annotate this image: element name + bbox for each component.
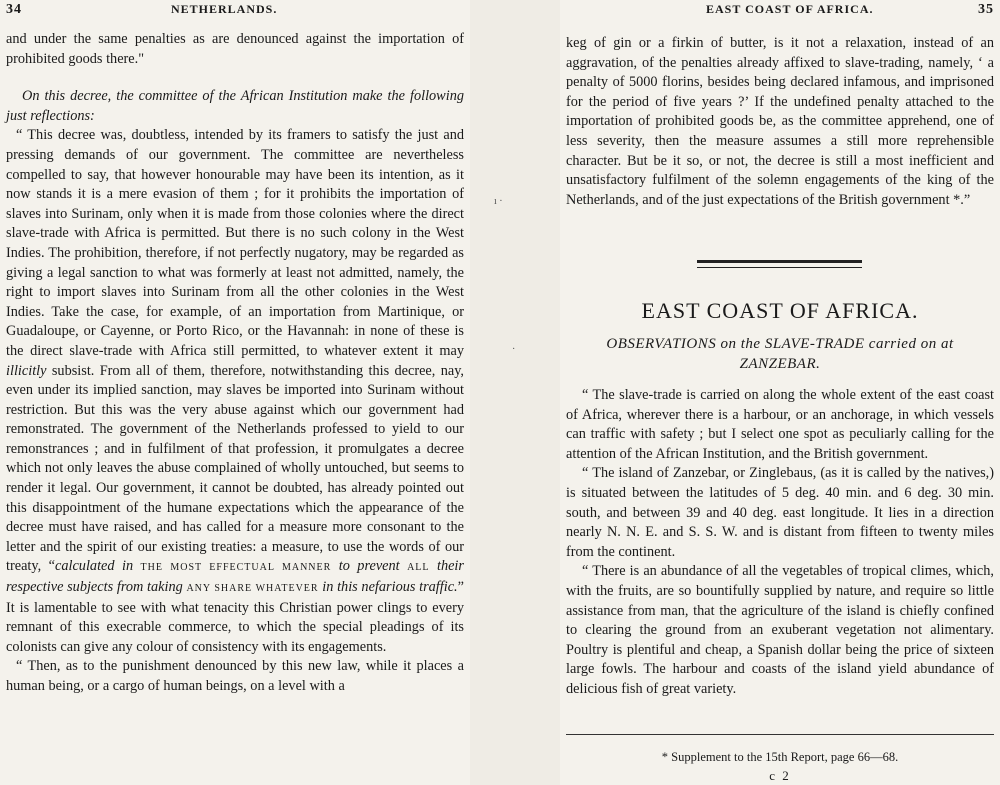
section-divider — [697, 260, 862, 268]
left-page-number: 34 — [6, 2, 22, 17]
left-paragraph-2: On this decree, the committee of the African Institution make the following just reflections: — [6, 88, 464, 124]
left-quotation: “ This decree was, doubtless, intended by its framers to satisfy the just and pressing demands of our government. The committee are nevertheless compelled to say, that however honourable may have been its intention, as it now stands it is a mere evasion of them ; for it prohibits the importation of slaves into Surinam, only when it is made from those colonies where the direct slave-trade with Africa is permitted. But there is no such colony in the West Indies. The prohibition, therefore, if not perfectly nugatory, may be regarded as giving a legal sanction to what was formerly at least not admitted, namely, the right to import slaves into Surinam from all the other colonies in the West Indies. Take the case, for example, of an importation from Martinique, or Guadaloupe, or Cayenne, or Porto Rico, or the Havannah: in none of these is the direct slave-trade with Africa still permitted, to whatever extent it may illicitly subsist. From all of them, therefore, notwithstanding this decree, nay, even under its implied sanction, may slaves be imported into Surinam without restriction. But this was the very abuse against which our government had remonstrated. The government of the Netherlands professed to yield to our remonstrances ; and in fulfilment of that profession, it promulgates a decree which not only leaves the abuse complained of wholly untouched, but seems to render it legal. Our government, it cannot be doubted, has already pointed out this disappointment of the humane expectations which the appearance of the decree must have raised, and has called for a measure more consonant to the letter and the spirit of our existing treaties: a measure, to use the words of our treaty, “calculated in THE MOST EFFECTUAL MANNER to prevent ALL their respective subjects from taking ANY SHARE WHATEVER in this nefarious traffic.” It is lamentable to see with what tenacity this Christian power clings to every remnant of this execrable commerce, to which the special pleadings of its colonists can give any colour of consistency with its engagements. — [6, 127, 464, 655]
left-paragraph-1: and under the same penalties as are denounced against the importation of prohibited goods there." — [6, 31, 464, 67]
signature-mark: c 2 — [769, 768, 791, 783]
right-running-head: EAST COAST OF AFRICA. — [706, 2, 874, 16]
right-section-body — [566, 386, 994, 700]
right-paragraph-2: “ The slave-trade is carried on along the whole extent of the east coast of Africa, wherever there is a harbour, or an anchorage, in which vessels can traffic with safety ; but I select one spot as peculiarly calling for the attention of the African Institution, and the British government. — [566, 387, 994, 462]
left-page-header — [6, 2, 464, 18]
right-page-body — [566, 34, 994, 210]
left-running-head: NETHERLANDS. — [171, 2, 278, 16]
footnote: * Supplement to the 15th Report, page 66—68. — [661, 750, 899, 764]
page-gutter — [470, 0, 560, 785]
footnote-rule — [566, 734, 994, 735]
left-page-body — [6, 30, 464, 697]
left-paragraph-4: “ Then, as to the punishment denounced by this new law, while it places a human being, or a cargo of human beings, on a level with a — [6, 658, 464, 694]
right-paragraph-3: “ The island of Zanzebar, or Zinglebaus, (as it is called by the natives,) is situated between the latitudes of 5 deg. 40 min. and 6 deg. 30 min. south, and between 39 and 40 deg. east longitude. It lies in a direction nearly N. N. E. and S. S. W. and is distant from fifteen to twenty miles from the continent. — [566, 465, 994, 560]
right-paragraph-1: keg of gin or a firkin of butter, is it not a relaxation, instead of an aggravation, of the penalties already affixed to slave-trading, namely, ‘ a penalty of 5000 florins, besides being declared infamous, and imprisoned for the period of five years ?’ If the undefined penalty attached to the importation of prohibited goods be, as the committee apprehend, one of less severity, then the measure assumes a still more reprehensible character. But be it so, or not, the decree is still a most inefficient and unsatisfactory fulfilment of the solemn engagements of the king of the Netherlands, and of the just expectations of the British government *.” — [566, 35, 994, 208]
section-title: EAST COAST OF AFRICA. — [641, 298, 919, 323]
right-page-number: 35 — [978, 2, 994, 17]
gutter-mark: · — [512, 344, 516, 355]
gutter-mark: ı · — [494, 196, 503, 207]
section-subtitle: OBSERVATIONS on the SLAVE-TRADE carried on at ZANZEBAR. — [606, 336, 954, 372]
right-paragraph-4: “ There is an abundance of all the vegetables of tropical climes, which, with the fruits, are so bountifully supplied by nature, and require so little assistance from man, that the agriculture of the island is chiefly confined to clearing the ground from an exuberant vegetation not alimentary. Poultry is plentiful and cheap, a Spanish dollar being the price of sixteen large fowls. The harbour and coasts of the island yield abundance of delicious fish of great variety. — [566, 563, 994, 697]
